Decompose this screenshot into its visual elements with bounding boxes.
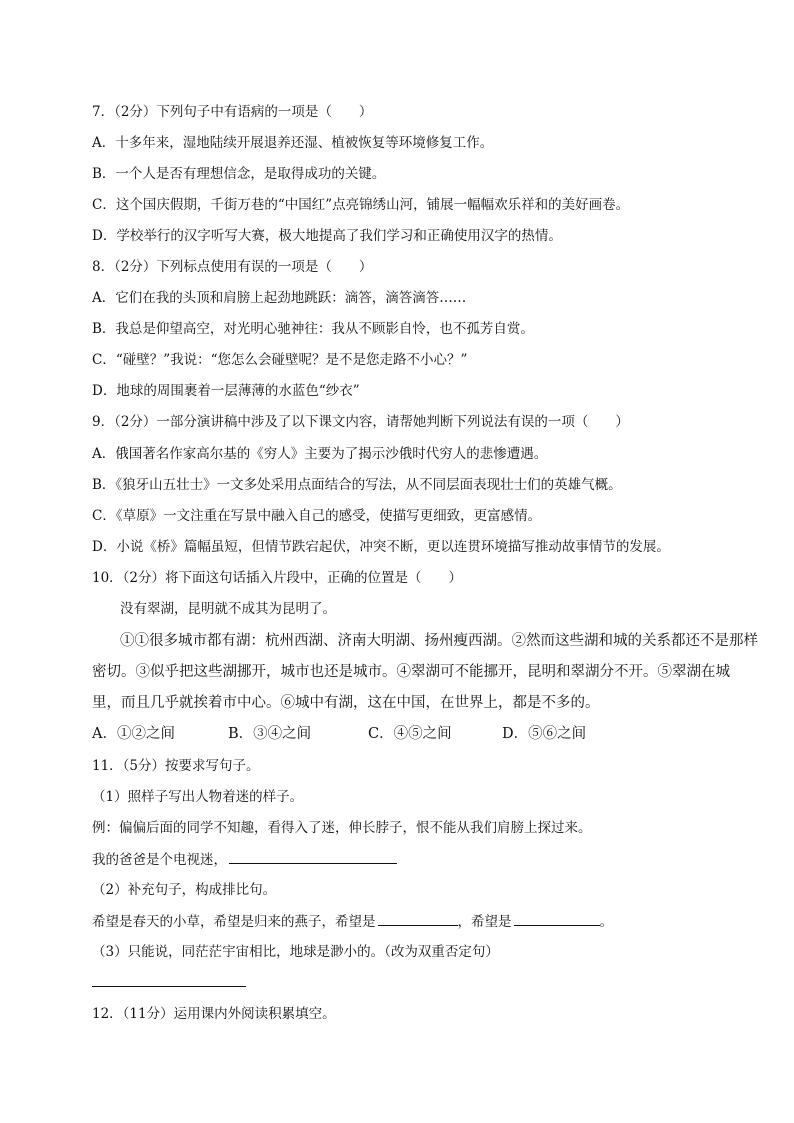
q11-blank-2a[interactable] [378, 911, 458, 926]
q7-option-a: A．十多年来，湿地陆续开展退养还湿、植被恢复等环境修复工作。 [92, 135, 494, 151]
q11-blank-3[interactable] [92, 972, 246, 987]
q11-prompt-2b: ，希望是 [457, 914, 512, 930]
q11-answer-line-3 [92, 972, 246, 993]
q11-sub-3: （3）只能说，同茫茫宇宙相比，地球是渺小的。（改为双重否定句） [92, 944, 499, 960]
q11-prompt-2a: 希望是春天的小草，希望是归来的燕子，希望是 [92, 914, 376, 930]
q12-stem: 12．（11分）运用课内外阅读积累填空。 [92, 1006, 336, 1022]
q8-option-d: D．地球的周围裹着一层薄薄的水蓝色“纱衣” [92, 383, 360, 399]
q11-answer-line-2 [92, 911, 613, 932]
q11-answer-line-1 [92, 849, 397, 870]
q9-option-b: B．《狼牙山五壮士》一文多处采用点面结合的写法，从不同层面表现壮士们的英雄气概。 [92, 477, 622, 493]
q10-option-b: B．③④之间 [228, 726, 312, 742]
q7-option-b: B．一个人是否有理想信念，是取得成功的关键。 [92, 166, 386, 182]
q10-paragraph-line-3: 里，而且几乎就挨着市中心。⑥城中有湖，这在中国，在世界上，都是不多的。 [92, 695, 600, 711]
q8-option-a: A．它们在我的头顶和肩膀上起劲地跳跃：滴答，滴答滴答…… [92, 290, 467, 306]
q8-option-b: B．我总是仰望高空，对光明心驰神往：我从不顾影自怜，也不孤芳自赏。 [92, 321, 534, 337]
q7-stem: 7．（2分）下列句子中有语病的一项是（ ） [92, 104, 373, 120]
q10-insert-sentence: 没有翠湖，昆明就不成其为昆明了。 [120, 601, 336, 617]
q8-option-c: C．“碰壁？”我说：“您怎么会碰壁呢？是不是您走路不小心？” [92, 352, 468, 368]
q11-prompt-2-end: 。 [599, 914, 613, 930]
q9-option-a: A．俄国著名作家高尔基的《穷人》主要为了揭示沙俄时代穷人的悲惨遭遇。 [92, 446, 548, 462]
q10-options [92, 724, 586, 744]
q11-prompt-1: 我的爸爸是个电视迷， [92, 852, 227, 868]
q9-option-d: D．小说《桥》篇幅虽短，但情节跌宕起伏，冲突不断，更以连贯环境描写推动故事情节的发展。 [92, 539, 670, 555]
q11-blank-2b[interactable] [514, 911, 600, 926]
q7-option-d: D．学校举行的汉字听写大赛，极大地提高了我们学习和正确使用汉字的热情。 [92, 228, 562, 244]
q9-option-c: C．《草原》一文注重在写景中融入自己的感受，使描写更细致，更富感情。 [92, 508, 542, 524]
q10-option-c: C．④⑤之间 [368, 726, 452, 742]
q11-example: 例：偏偏后面的同学不知趣，看得入了迷，伸长脖子，恨不能从我们肩膀上探过来。 [92, 820, 592, 836]
q10-stem: 10．（2分）将下面这句话插入片段中，正确的位置是（ ） [92, 570, 463, 586]
q10-option-d: D．⑤⑥之间 [502, 726, 587, 742]
q10-option-a: A．①②之间 [92, 726, 175, 742]
q11-sub-2: （2）补充句子，构成排比句。 [92, 882, 277, 898]
q11-stem: 11．（5分）按要求写句子。 [92, 758, 260, 774]
q10-paragraph-line-1: ①①很多城市都有湖：杭州西湖、济南大明湖、扬州瘦西湖。②然而这些湖和城的关系都还不是那样 [120, 633, 758, 649]
q7-option-c: C．这个国庆假期，千街万巷的“中国红”点亮锦绣山河，铺展一幅幅欢乐祥和的美好画卷。 [92, 197, 630, 213]
q8-stem: 8．（2分）下列标点使用有误的一项是（ ） [92, 259, 373, 275]
q10-paragraph-line-2: 密切。③似乎把这些湖挪开，城市也还是城市。④翠湖可不能挪开，昆明和翠湖分不开。⑤翠湖在城 [92, 664, 730, 680]
q11-blank-1[interactable] [229, 849, 397, 864]
q9-stem: 9．（2分）一部分演讲稿中涉及了以下课文内容，请帮她判断下列说法有误的一项（ ） [92, 414, 629, 430]
q11-sub-1: （1）照样子写出人物着迷的样子。 [92, 789, 304, 805]
